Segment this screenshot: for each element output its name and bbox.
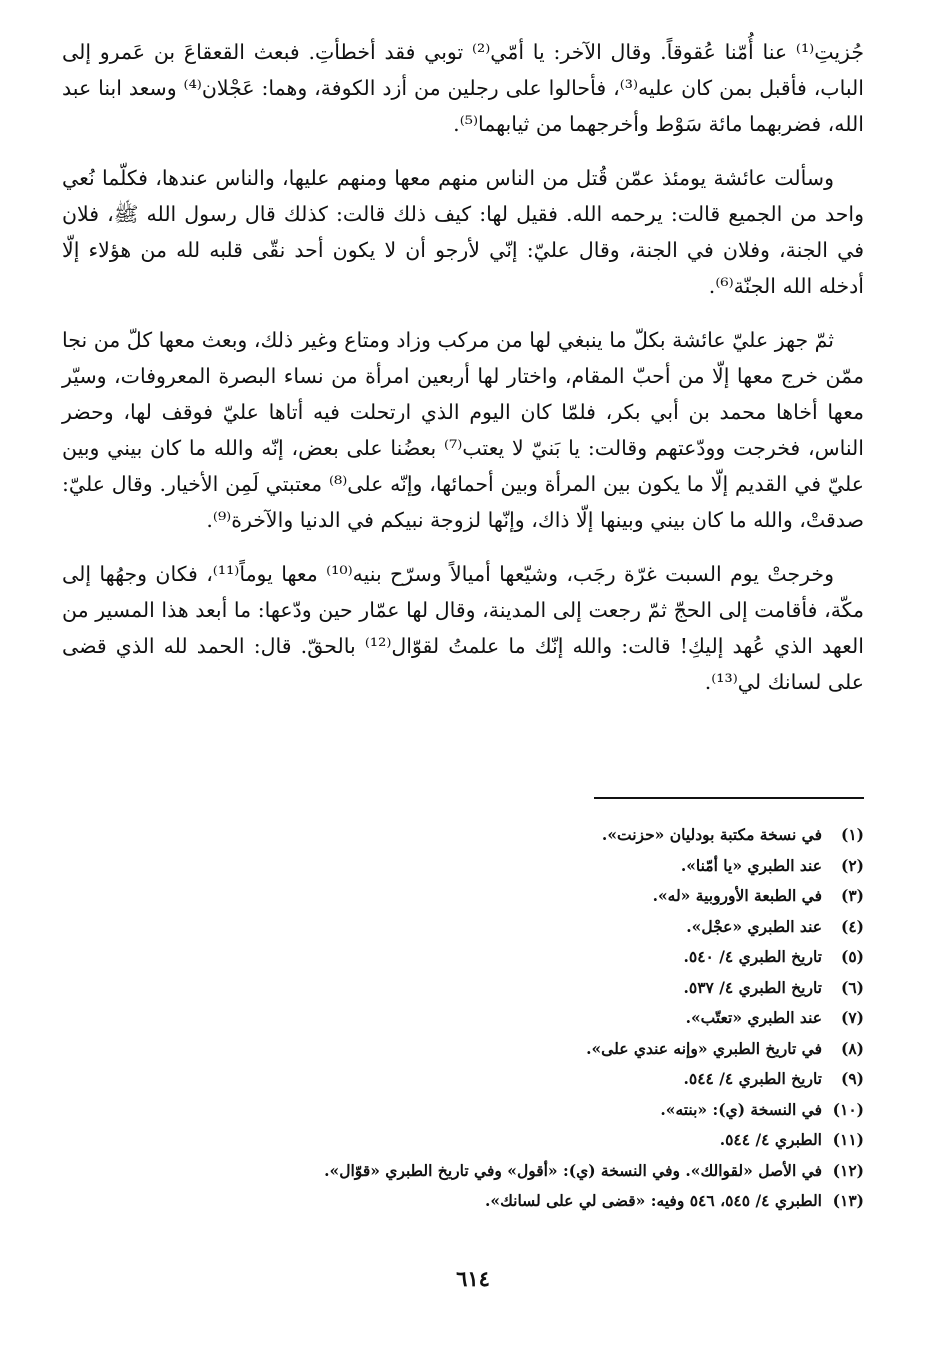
footnote xyxy=(62,1034,864,1065)
footnote-number: (١١) xyxy=(832,1130,864,1149)
footnote-text: في الأصل «لقوالك». وفي النسخة (ي): «أقول» وفي تاريخ الطبري «قوّال». xyxy=(324,1160,822,1180)
footnote xyxy=(62,1156,864,1187)
paragraph: جُزيتِ⁽¹⁾ عنا أُمّنا عُقوقاً. وقال الآخر: يا أمّي⁽²⁾ توبي فقد أخطأتِ. فبعث القعقاعَ بن عَمرو إلى الباب، فأقبل بمن كان عليه⁽³⁾، فأحالوا على رجلين من أزد الكوفة، وهما: عَجْلان⁽⁴⁾ وسعد ابنا عبد الله، فضربهما مائة سَوْط وأخرجهما من ثيابهما⁽⁵⁾. xyxy=(62,40,865,136)
footnote-text: في نسخة مكتبة بودليان «حزنت». xyxy=(601,825,822,844)
footnote xyxy=(62,851,864,882)
footnote-number: (١٠) xyxy=(832,1099,864,1119)
footnote-number: (٥) xyxy=(840,947,864,966)
footnote-text: عند الطبري «تعتّب». xyxy=(685,1008,822,1027)
footnote-number: (٢) xyxy=(840,855,864,875)
footnote-number: (١) xyxy=(840,825,864,844)
footnote xyxy=(62,1186,864,1217)
footnote xyxy=(62,942,864,973)
footnote-text: تاريخ الطبري ٤/ ٥٤٠. xyxy=(683,947,822,966)
footnote xyxy=(62,881,864,912)
footnote xyxy=(62,1064,864,1095)
paragraph: ثمّ جهز عليّ عائشة بكلّ ما ينبغي لها من مركب وزاد ومتاع وغير ذلك، وبعث معها كلّ من نجا ممّن خرج معها إلّا من أحبّ المقام، واختار لها أربعين امرأة من نساء البصرة المعروفات، وسيّر معها أخاها محمد بن أبي بكر، فلمّا كان اليوم الذي ارتحلت فيه أتاها عليّ فوقف لها، وحضر الناس، فخرجت وودّعتهم وقالت: يا بَنيّ لا يعتب⁽⁷⁾ بعضُنا على بعض، إنّه والله ما كان بيني وبين عليّ في القديم إلّا ما يكون بين المرأة وبين أحمائها، وإنّه على⁽⁸⁾ معتبتي لَمِن الأخيار. وقال عليّ: صدقتْ، والله ما كان بيني وبينها إلّا ذاك، وإنّها لزوجة نبيكم في الدنيا والآخرة⁽⁹⁾. xyxy=(62,328,865,532)
footnote-text: تاريخ الطبري ٤/ ٥٣٧. xyxy=(683,977,822,997)
footnote xyxy=(62,1003,864,1034)
footnote xyxy=(62,912,864,943)
footnote-number: (٩) xyxy=(840,1069,864,1088)
footnote-separator xyxy=(594,797,864,799)
paragraph: وخرجتْ يوم السبت غرّة رجَب، وشيّعها أميالاً وسرّح بنيه⁽¹⁰⁾ معها يوماً⁽¹¹⁾، فكان وجهُها إلى مكّة، فأقامت إلى الحجّ ثمّ رجعت إلى المدينة، وقال لها عمّار حين ودّعها: ما أبعد هذا المسير من العهد الذي عُهد إليكِ! قالت: والله إنّك ما علمتُ لقوّال⁽¹²⁾ بالحقّ. قال: الحمد لله الذي قضى على لسانك لي⁽¹³⁾. xyxy=(62,562,864,694)
footnote xyxy=(62,1095,864,1126)
page-number: ٦١٤ xyxy=(456,1266,490,1291)
footnote-text: في النسخة (ي): «بنته». xyxy=(660,1099,822,1119)
footnote-number: (٧) xyxy=(840,1008,864,1027)
footnote xyxy=(62,820,864,851)
footnote-number: (٣) xyxy=(840,886,864,905)
paragraph: وسألت عائشة يومئذ عمّن قُتل من الناس منهم معها ومنهم عليها، والناس عندها، فكلّما نُعي واحد من الجميع قالت: يرحمه الله. فقيل لها: كيف ذلك قالت: كذلك قال رسول الله ﷺ، فلان في الجنة، وفلان في الجنة، وقال عليّ: إنّي لأرجو أن لا يكون أحد نقّى قلبه لله من هؤلاء إلّا أدخله الله الجنّة⁽⁶⁾. xyxy=(62,166,864,298)
footnote-text: الطبري ٤/ ٥٤٤. xyxy=(719,1130,822,1149)
footnote-number: (٦) xyxy=(840,977,864,997)
footnote-number: (٤) xyxy=(840,916,864,936)
footnote xyxy=(62,973,864,1004)
footnote-text: عند الطبري «عجْل». xyxy=(686,916,822,936)
footnote-number: (٨) xyxy=(840,1038,864,1058)
footnote xyxy=(62,1125,864,1156)
footnotes-list xyxy=(62,820,864,1217)
footnote-text: عند الطبري «يا أمّنا». xyxy=(680,855,822,875)
footnote-text: تاريخ الطبري ٤/ ٥٤٤. xyxy=(683,1069,822,1088)
footnote-text: في الطبعة الأوروبية «له». xyxy=(652,886,822,905)
main-text xyxy=(62,34,864,718)
footnote-text: في تاريخ الطبري «وإنه عندي على». xyxy=(586,1038,822,1058)
footnote-text: الطبري ٤/ ٥٤٥، ٥٤٦ وفيه: «قضى لي على لسانك». xyxy=(485,1191,822,1210)
footnote-number: (١٢) xyxy=(832,1160,864,1180)
footnote-number: (١٣) xyxy=(832,1191,864,1210)
